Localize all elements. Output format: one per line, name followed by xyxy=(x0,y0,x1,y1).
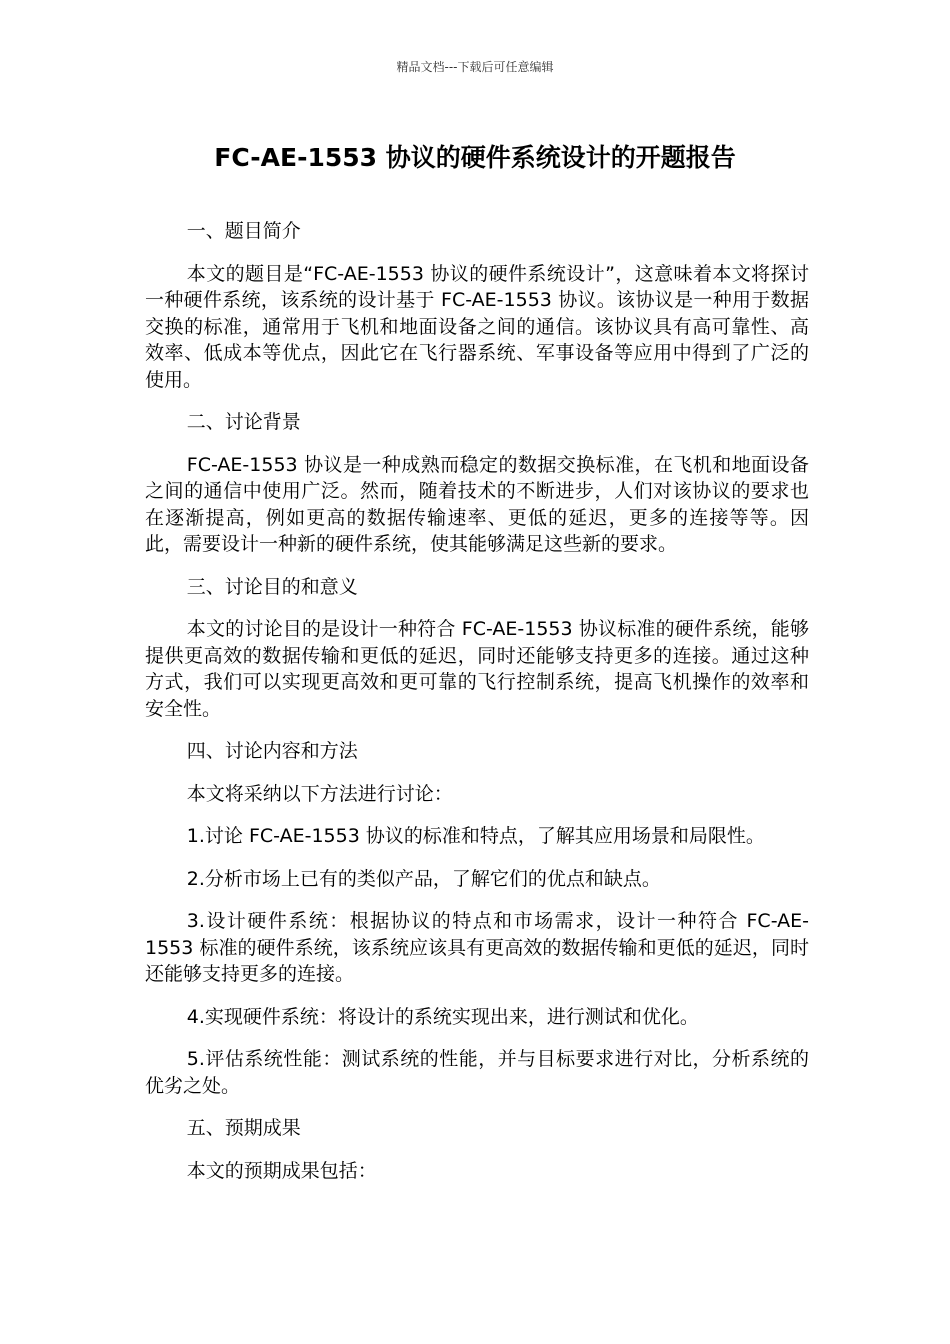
list-item: 4.实现硬件系统：将设计的系统实现出来，进行测试和优化。 xyxy=(186,1005,699,1028)
document-title: FC-AE-1553 协议的硬件系统设计的开题报告 xyxy=(214,143,736,172)
body-paragraph: FC-AE-1553 协议是一种成熟而稳定的数据交换标准，在飞机和地面设备之间的通信中使用广泛。然而，随着技术的不断进步，人们对该协议的要求也在逐渐提高，例如更高的数据传输速率、更低的延迟，更多的连接等等。因此，需要设计一种新的硬件系统，使其能够满足这些新的要求。 xyxy=(145,453,809,555)
section-heading: 五、预期成果 xyxy=(186,1117,301,1139)
body-paragraph: 本文将采纳以下方法进行讨论： xyxy=(186,782,453,805)
list-item: 5.评估系统性能：测试系统的性能，并与目标要求进行对比，分析系统的优劣之处。 xyxy=(145,1048,809,1097)
section-heading: 三、讨论目的和意义 xyxy=(186,575,358,598)
body-paragraph: 本文的预期成果包括： xyxy=(186,1159,377,1182)
section-heading: 二、讨论背景 xyxy=(186,411,301,433)
list-item: 3.设计硬件系统：根据协议的特点和市场需求，设计一种符合 FC-AE-1553 标准的硬件系统，该系统应该具有更高效的数据传输和更低的延迟，同时还能够支持更多的连接。 xyxy=(145,910,809,985)
section-heading: 一、题目简介 xyxy=(186,220,301,242)
list-item: 1.讨论 FC-AE-1553 协议的标准和特点，了解其应用场景和局限性。 xyxy=(186,825,765,847)
list-item: 2.分析市场上已有的类似产品，了解它们的优点和缺点。 xyxy=(186,867,661,890)
body-paragraph: 本文的讨论目的是设计一种符合 FC-AE-1553 协议标准的硬件系统，能够提供更高效的数据传输和更低的延迟，同时还能够支持更多的连接。通过这种方式，我们可以实现更高效和更可靠的飞行控制系统，提高飞机操作的效率和安全性。 xyxy=(145,618,809,720)
document-body xyxy=(145,218,809,1200)
section-heading: 四、讨论内容和方法 xyxy=(186,740,358,762)
page-header: 精品文档---下载后可任意编辑 xyxy=(396,60,554,74)
body-paragraph: 本文的题目是“FC-AE-1553 协议的硬件系统设计”，这意味着本文将探讨一种硬件系统，该系统的设计基于 FC-AE-1553 协议。该协议是一种用于数据交换的标准，通常用于飞机和地面设备之间的通信。该协议具有高可靠性、高效率、低成本等优点，因此它在飞行器系统、军事设备等应用中得到了广泛的使用。 xyxy=(145,262,809,391)
